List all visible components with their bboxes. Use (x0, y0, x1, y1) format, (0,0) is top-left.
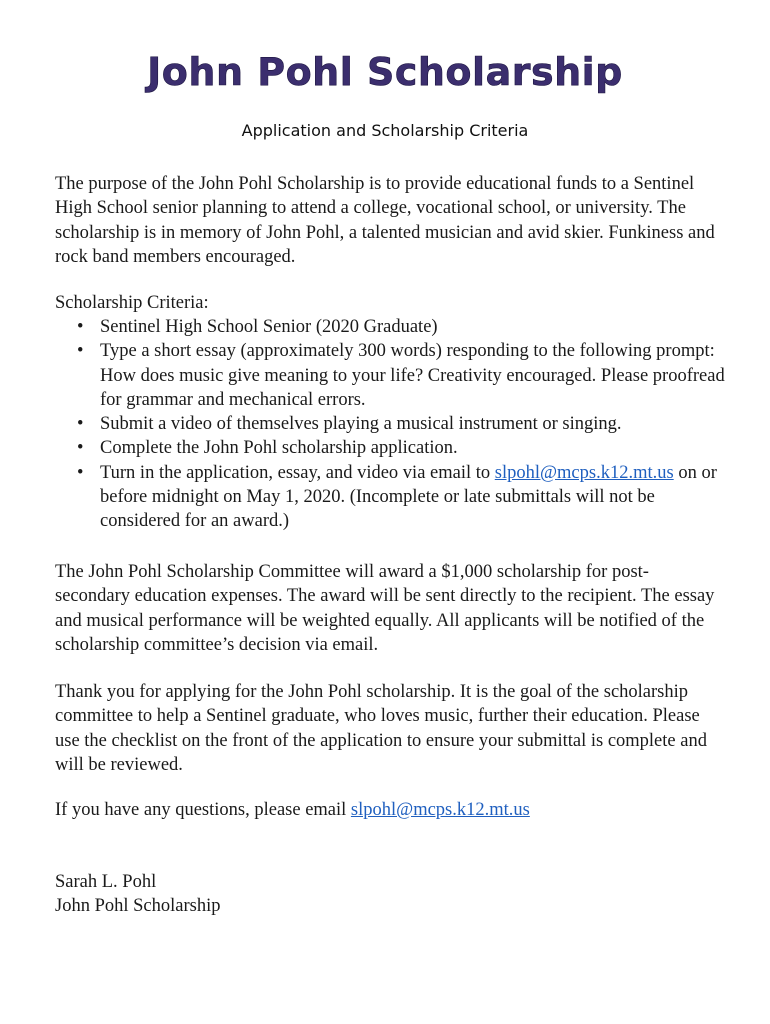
award-paragraph: The John Pohl Scholarship Committee will award a $1,000 scholarship for post-secondary education expenses. The award will be sent directly to the recipient. The essay and musical performance will be weighted equally. All applicants will be notified of the scholarship committee’s decision via email. (55, 562, 715, 655)
criteria-item-submission (55, 461, 725, 534)
bullet-icon: • (77, 462, 84, 483)
criteria-item (55, 412, 725, 436)
submission-text-after: on or before midnight on May 1, 2020. (Incomplete or late submittals will not be considered for an award.) (100, 462, 717, 532)
submission-email-link[interactable]: slpohl@mcps.k12.mt.us (494, 462, 674, 483)
criteria-list (55, 315, 725, 534)
criteria-item (55, 339, 725, 412)
bullet-icon: • (77, 438, 84, 459)
questions-paragraph (55, 798, 720, 822)
questions-text: If you have any questions, please email (55, 800, 351, 820)
signature-name: Sarah L. Pohl (55, 872, 157, 892)
bullet-icon: • (77, 317, 84, 337)
criteria-item (55, 436, 725, 460)
questions-email-link[interactable]: slpohl@mcps.k12.mt.us (350, 800, 530, 820)
page-title: John Pohl Scholarship (147, 50, 623, 94)
signature-block (55, 870, 720, 919)
purpose-paragraph: The purpose of the John Pohl Scholarship is to provide educational funds to a Sentinel High School senior planning to attend a college, vocational school, or university. The scholarship is in memory of John Pohl, a talented musician and avid skier. Funkiness and rock band members encouraged. (55, 174, 715, 267)
page-subtitle: Application and Scholarship Criteria (241, 121, 529, 140)
criteria-item-text: Sentinel High School Senior (2020 Graduate) (100, 317, 438, 337)
criteria-item-text: Complete the John Pohl scholarship application. (100, 438, 458, 459)
criteria-item-text: Submit a video of themselves playing a musical instrument or singing. (100, 414, 622, 435)
criteria-item (55, 315, 725, 339)
bullet-icon: • (77, 414, 84, 435)
criteria-heading: Scholarship Criteria: (55, 293, 209, 313)
bullet-icon: • (77, 341, 84, 362)
signature-organization: John Pohl Scholarship (55, 896, 221, 917)
thanks-paragraph: Thank you for applying for the John Pohl scholarship. It is the goal of the scholarship committee to help a Sentinel graduate, who loves music, further their education. Please use the checklist on the front of the application to ensure your submittal is complete and will be reviewed. (55, 682, 707, 775)
criteria-item-text: Type a short essay (approximately 300 words) responding to the following prompt: How does music give meaning to your life? Creativity encouraged. Please proofread for grammar and mechanical errors. (100, 341, 725, 410)
submission-text-before: Turn in the application, essay, and video via email to (100, 462, 495, 483)
